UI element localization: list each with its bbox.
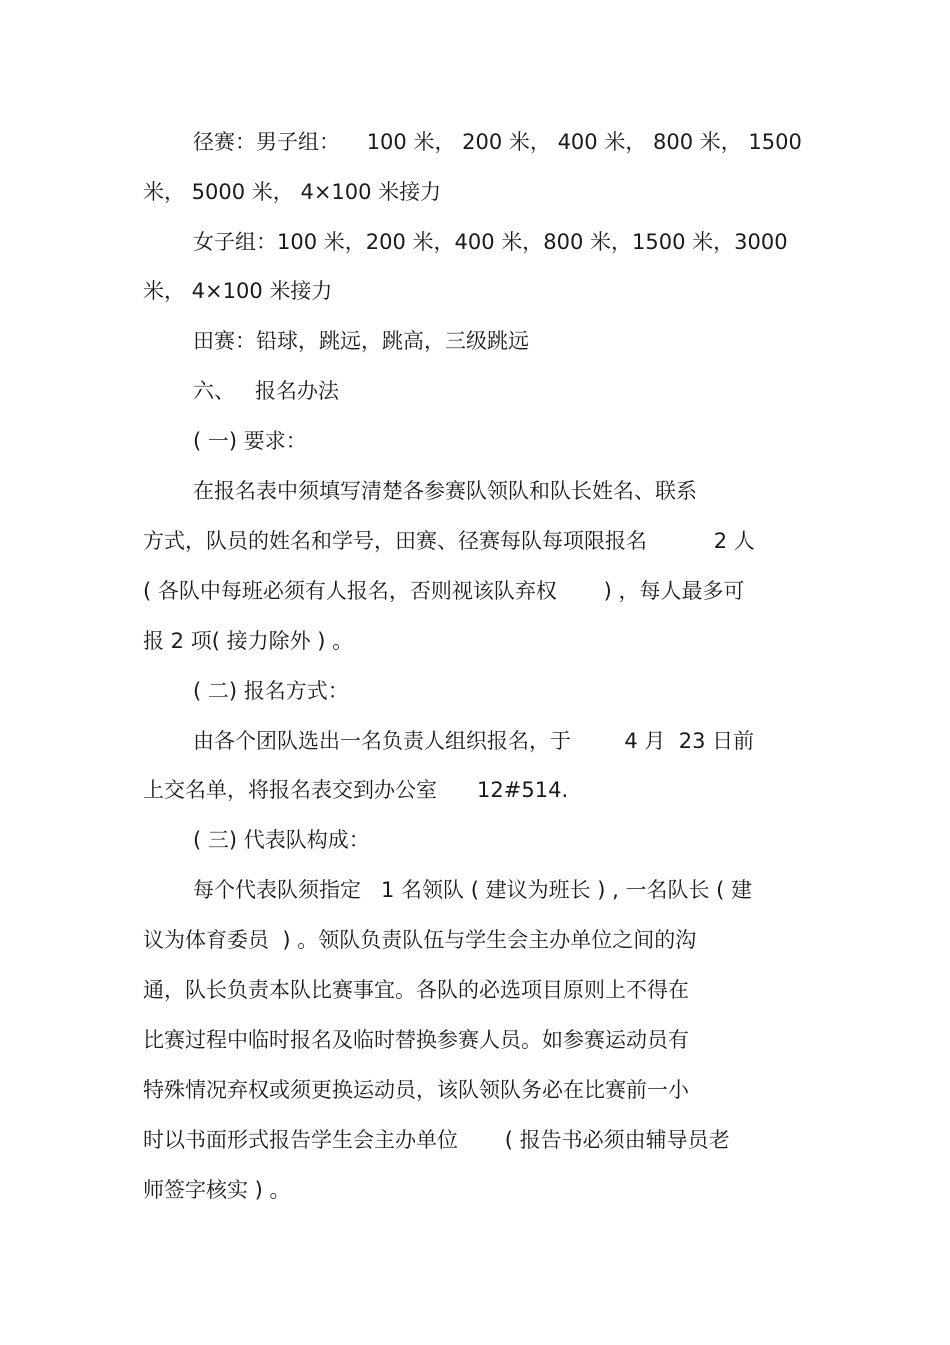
text-line-8: 在报名表中须填写清楚各参赛队领队和队长姓名、联系 [193,479,697,503]
text-line-3: 女子组：100 米，200 米，400 米，800 米，1500 米，3000 [193,230,788,254]
text-line-19: 比赛过程中临时报名及临时替换参赛人员。如参赛运动员有 [143,1028,689,1052]
text-line-18: 通，队长负责本队比赛事宜。各队的必选项目原则上不得在 [143,978,689,1002]
text-line-14: 上交名单，将报名表交到办公室 12#514. [143,778,569,802]
section-heading-6: 六、 报名办法 [193,379,340,403]
text-line-11: 报 2 项( 接力除外 ) 。 [143,629,354,653]
subheading-1: ( 一) 要求： [193,429,307,453]
text-line-13: 由各个团队选出一名负责人组织报名，于 4 月 23 日前 [193,729,755,753]
text-line-17: 议为体育委员 ) 。领队负责队伍与学生会主办单位之间的沟 [143,928,697,952]
text-line-1: 径赛：男子组： 100 米， 200 米， 400 米， 800 米， 1500 [193,130,802,154]
text-line-16: 每个代表队须指定 1 名领队 ( 建议为班长 ) , 一名队长 ( 建 [193,878,753,902]
subheading-3: ( 三) 代表队构成： [193,828,370,852]
text-line-20: 特殊情况弃权或须更换运动员，该队领队务必在比赛前一小 [143,1078,689,1102]
text-line-21: 时以书面形式报告学生会主办单位 ( 报告书必须由辅导员老 [143,1128,730,1152]
text-line-10: ( 各队中每班必须有人报名，否则视该队弃权 ) ，每人最多可 [143,579,745,603]
subheading-2: ( 二) 报名方式： [193,679,349,703]
text-line-22: 师签字核实 ) 。 [143,1178,291,1202]
text-line-4: 米， 4×100 米接力 [143,279,333,303]
text-line-2: 米， 5000 米， 4×100 米接力 [143,180,442,204]
text-line-5: 田赛：铅球，跳远，跳高，三级跳远 [193,329,529,353]
text-line-9: 方式，队员的姓名和学号，田赛、径赛每队每项限报名 2 人 [143,529,755,553]
